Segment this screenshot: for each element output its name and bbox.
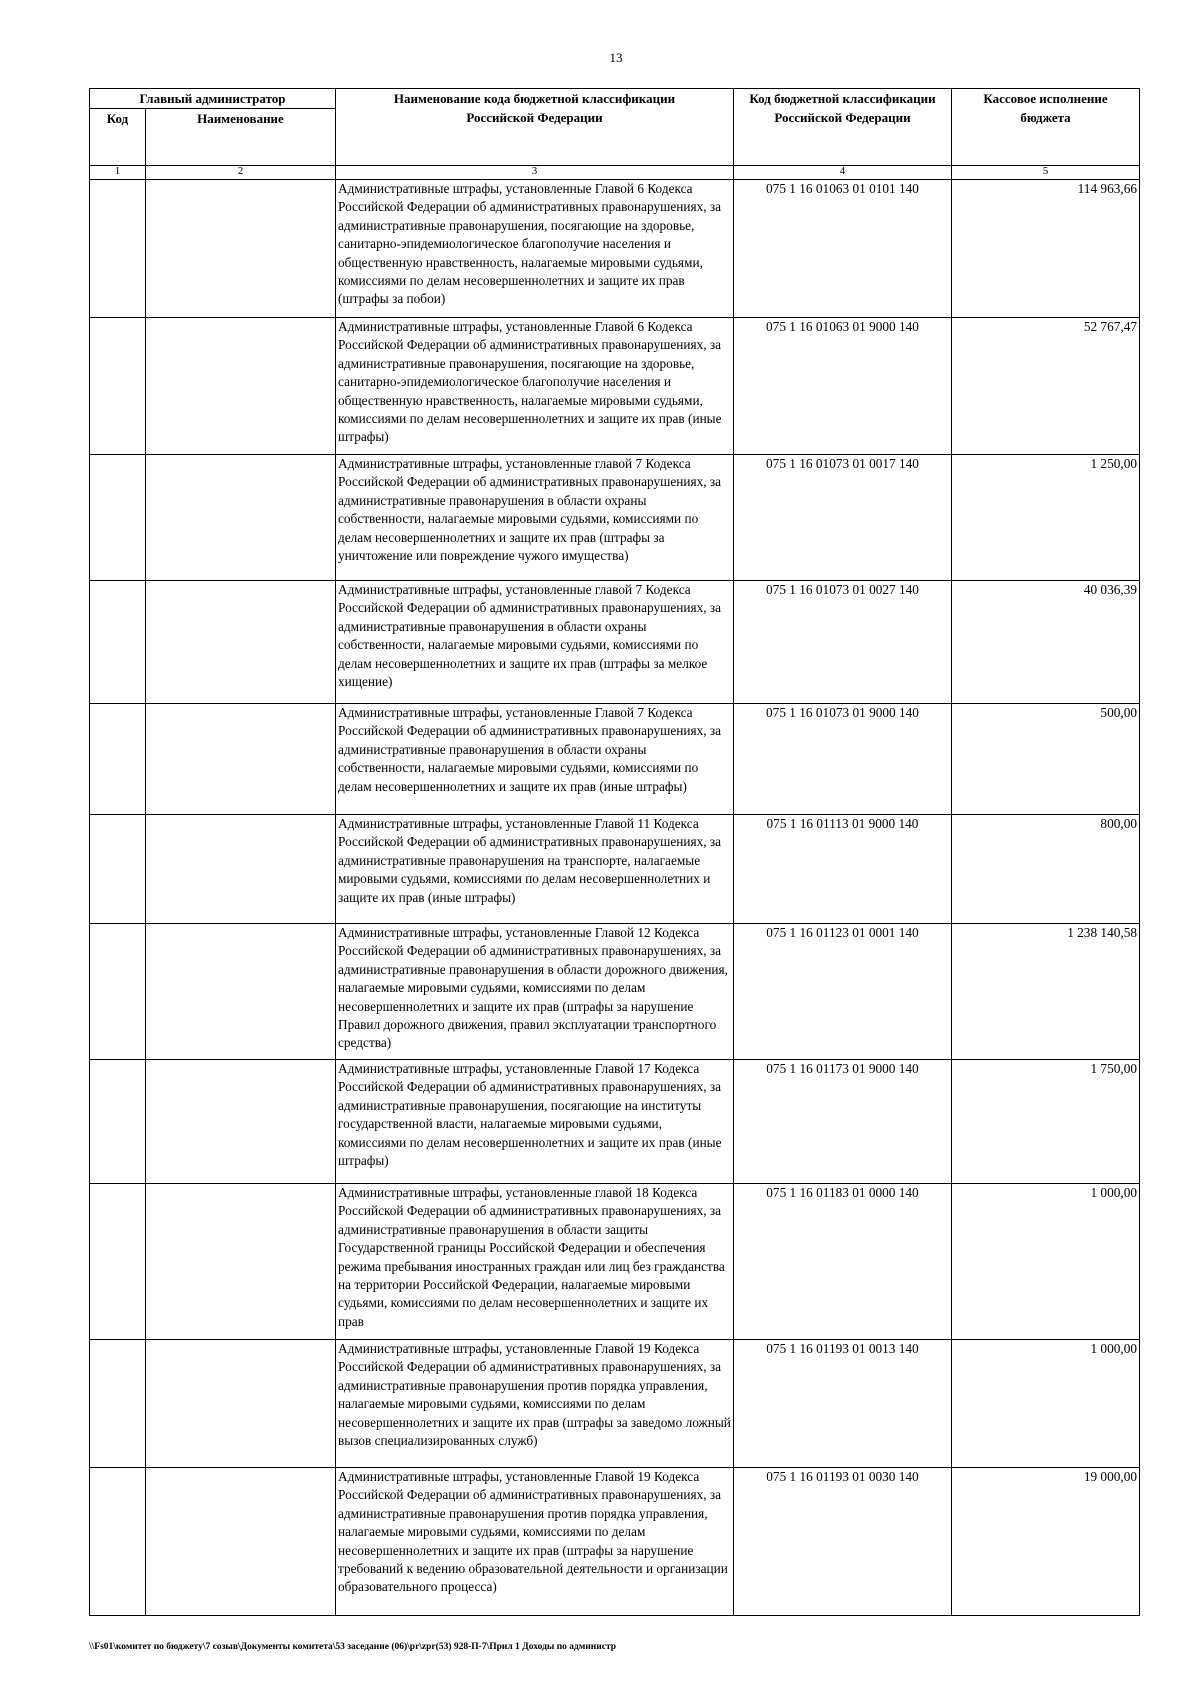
page-number: 13	[609, 50, 623, 65]
description-cell: Административные штрафы, установленные Главой 12 Кодекса Российской Федерации об административных правонарушениях, за административные правонарушения в области дорожного движения, налагаемые мировыми судьями, комиссиями по делам несовершеннолетних и защите их прав (штрафы за нарушение Правил дорожного движения, правил эксплуатации транспортного средства)	[336, 924, 734, 1060]
header-classification-name: Наименование кода бюджетной классификации Российской Федерации	[336, 89, 734, 166]
description-cell: Административные штрафы, установленные главой 7 Кодекса Российской Федерации об административных правонарушениях, за административные правонарушения в области охраны собственности, налагаемые мировыми судьями, комиссиями по делам несовершеннолетних и защите их прав (штрафы за мелкое хищение)	[336, 581, 734, 704]
description-cell: Административные штрафы, установленные Главой 6 Кодекса Российской Федерации об административных правонарушениях, за административные правонарушения, посягающие на здоровье, санитарно-эпидемиологическое благополучие населения и общественную нравственность, налагаемые мировыми судьями, комиссиями по делам несовершеннолетних и защите их прав (штрафы за побои)	[336, 180, 734, 318]
budget-table	[89, 88, 1140, 1616]
admin-name-cell	[146, 924, 336, 1060]
table-row	[90, 1468, 1140, 1616]
description-cell: Административные штрафы, установленные главой 18 Кодекса Российской Федерации об административных правонарушениях, за административные правонарушения в области защиты Государственной границы Российской Федерации и обеспечения режима пребывания иностранных граждан или лиц без гражданства на территории Российской Федерации, налагаемые мировыми судьями, комиссиями по делам несовершеннолетних и защите их прав	[336, 1184, 734, 1340]
description-cell: Административные штрафы, установленные Главой 19 Кодекса Российской Федерации об административных правонарушениях, за административные правонарушения против порядка управления, налагаемые мировыми судьями, комиссиями по делам несовершеннолетних и защите их прав (штрафы за нарушение требований к ведению образовательной деятельности и организации образовательного процесса)	[336, 1468, 734, 1616]
table-row	[90, 581, 1140, 704]
admin-name-cell	[146, 318, 336, 455]
table-row	[90, 924, 1140, 1060]
header-code: Код	[90, 109, 146, 166]
amount-cell: 1 000,00	[952, 1340, 1140, 1468]
admin-code-cell	[90, 815, 146, 924]
admin-name-cell	[146, 1340, 336, 1468]
admin-name-cell	[146, 1184, 336, 1340]
admin-code-cell	[90, 1060, 146, 1184]
header-main-administrator: Главный администратор	[90, 89, 336, 109]
header-classification-code: Код бюджетной классификации Российской Федерации	[734, 89, 952, 166]
amount-cell: 40 036,39	[952, 581, 1140, 704]
column-number-3: 3	[336, 166, 734, 180]
amount-cell: 500,00	[952, 704, 1140, 815]
table-row	[90, 815, 1140, 924]
admin-code-cell	[90, 455, 146, 581]
table-row	[90, 704, 1140, 815]
column-number-1: 1	[90, 166, 146, 180]
classification-code-cell: 075 1 16 01193 01 0030 140	[734, 1468, 952, 1616]
classification-code-cell: 075 1 16 01073 01 0017 140	[734, 455, 952, 581]
classification-code-cell: 075 1 16 01173 01 9000 140	[734, 1060, 952, 1184]
amount-cell: 1 000,00	[952, 1184, 1140, 1340]
admin-name-cell	[146, 455, 336, 581]
admin-code-cell	[90, 1184, 146, 1340]
amount-cell: 1 238 140,58	[952, 924, 1140, 1060]
amount-cell: 1 750,00	[952, 1060, 1140, 1184]
admin-code-cell	[90, 180, 146, 318]
footer-file-path: \\Fs01\комитет по бюджету\7 созыв\Документы комитета\53 заседание (06)\pr\zpr(53) 928-П-7\Прил 1 Доходы по администр	[89, 1642, 617, 1652]
classification-code-cell: 075 1 16 01183 01 0000 140	[734, 1184, 952, 1340]
classification-code-cell: 075 1 16 01123 01 0001 140	[734, 924, 952, 1060]
column-number-5: 5	[952, 166, 1140, 180]
admin-code-cell	[90, 318, 146, 455]
admin-code-cell	[90, 581, 146, 704]
amount-cell: 19 000,00	[952, 1468, 1140, 1616]
classification-code-cell: 075 1 16 01073 01 9000 140	[734, 704, 952, 815]
classification-code-cell: 075 1 16 01063 01 0101 140	[734, 180, 952, 318]
classification-code-cell: 075 1 16 01063 01 9000 140	[734, 318, 952, 455]
admin-code-cell	[90, 704, 146, 815]
column-number-2: 2	[146, 166, 336, 180]
admin-name-cell	[146, 581, 336, 704]
admin-code-cell	[90, 924, 146, 1060]
classification-code-cell: 075 1 16 01073 01 0027 140	[734, 581, 952, 704]
admin-name-cell	[146, 1468, 336, 1616]
amount-cell: 800,00	[952, 815, 1140, 924]
admin-name-cell	[146, 180, 336, 318]
description-cell: Административные штрафы, установленные Главой 7 Кодекса Российской Федерации об административных правонарушениях, за административные правонарушения в области охраны собственности, налагаемые мировыми судьями, комиссиями по делам несовершеннолетних и защите их прав (иные штрафы)	[336, 704, 734, 815]
amount-cell: 114 963,66	[952, 180, 1140, 318]
admin-code-cell	[90, 1468, 146, 1616]
table-row	[90, 455, 1140, 581]
admin-name-cell	[146, 815, 336, 924]
description-cell: Административные штрафы, установленные Главой 17 Кодекса Российской Федерации об административных правонарушениях, за административные правонарушения, посягающие на институты государственной власти, налагаемые мировыми судьями, комиссиями по делам несовершеннолетних и защите их прав (иные штрафы)	[336, 1060, 734, 1184]
table-row	[90, 1184, 1140, 1340]
amount-cell: 1 250,00	[952, 455, 1140, 581]
header-budget-execution: Кассовое исполнение бюджета	[952, 89, 1140, 166]
admin-name-cell	[146, 704, 336, 815]
classification-code-cell: 075 1 16 01113 01 9000 140	[734, 815, 952, 924]
admin-name-cell	[146, 1060, 336, 1184]
table-row	[90, 318, 1140, 455]
description-cell: Административные штрафы, установленные Главой 19 Кодекса Российской Федерации об административных правонарушениях, за административные правонарушения против порядка управления, налагаемые мировыми судьями, комиссиями по делам несовершеннолетних и защите их прав (штрафы за заведомо ложный вызов специализированных служб)	[336, 1340, 734, 1468]
table-row	[90, 1060, 1140, 1184]
admin-code-cell	[90, 1340, 146, 1468]
column-number-4: 4	[734, 166, 952, 180]
description-cell: Административные штрафы, установленные Главой 6 Кодекса Российской Федерации об административных правонарушениях, за административные правонарушения, посягающие на здоровье, санитарно-эпидемиологическое благополучие населения и общественную нравственность, налагаемые мировыми судьями, комиссиями по делам несовершеннолетних и защите их прав (иные штрафы)	[336, 318, 734, 455]
header-name: Наименование	[146, 109, 336, 166]
classification-code-cell: 075 1 16 01193 01 0013 140	[734, 1340, 952, 1468]
table-row	[90, 1340, 1140, 1468]
amount-cell: 52 767,47	[952, 318, 1140, 455]
description-cell: Административные штрафы, установленные Главой 11 Кодекса Российской Федерации об административных правонарушениях, за административные правонарушения на транспорте, налагаемые мировыми судьями, комиссиями по делам несовершеннолетних и защите их прав (иные штрафы)	[336, 815, 734, 924]
table-row	[90, 180, 1140, 318]
description-cell: Административные штрафы, установленные главой 7 Кодекса Российской Федерации об административных правонарушениях, за административные правонарушения в области охраны собственности, налагаемые мировыми судьями, комиссиями по делам несовершеннолетних и защите их прав (штрафы за уничтожение или повреждение чужого имущества)	[336, 455, 734, 581]
